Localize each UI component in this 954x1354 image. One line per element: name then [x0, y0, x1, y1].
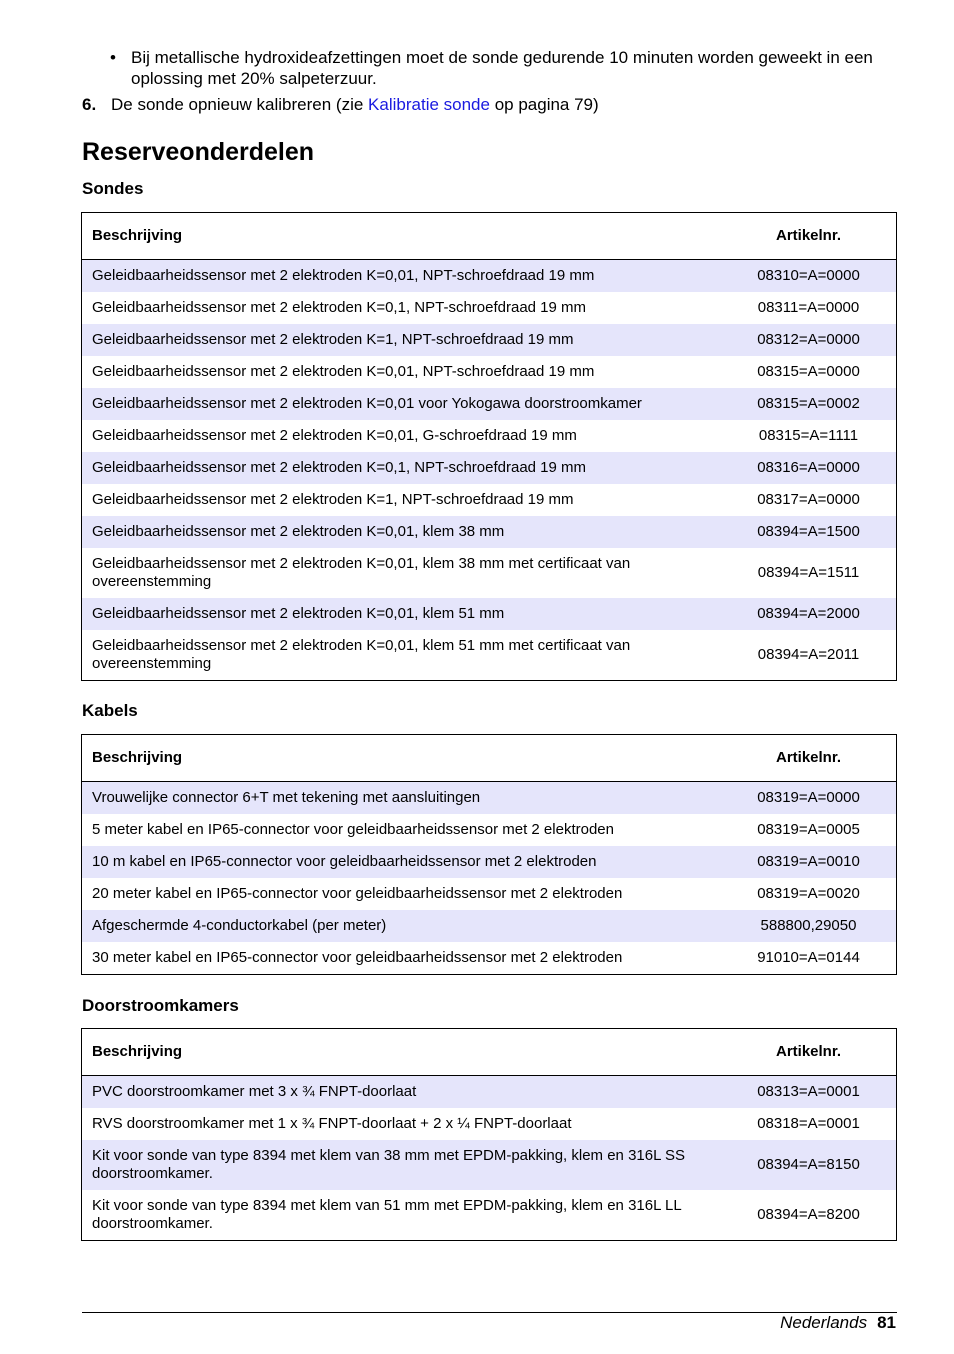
column-header-description: Beschrijving [82, 735, 722, 782]
table-row [82, 782, 897, 815]
row-description: Geleidbaarheidssensor met 2 elektroden K=0,01, klem 51 mm [82, 598, 722, 630]
row-description: Geleidbaarheidssensor met 2 elektroden K=0,01, NPT-schroefdraad 19 mm [92, 363, 595, 380]
row-article-number: 08311=A=0000 [757, 299, 860, 316]
table-row [82, 452, 897, 484]
row-description: Geleidbaarheidssensor met 2 elektroden K=0,01, klem 38 mm met certificaat van overeenstemming [92, 555, 631, 590]
table-row [82, 1140, 897, 1190]
procedure-step [82, 94, 902, 115]
bullet-item [110, 47, 900, 89]
subsection-title-doorstroomkamers: Doorstroomkamers [82, 996, 239, 1015]
row-description: Geleidbaarheidssensor met 2 elektroden K=0,01 voor Yokogawa doorstroomkamer [82, 388, 722, 420]
row-description: Geleidbaarheidssensor met 2 elektroden K=0,1, NPT-schroefdraad 19 mm [92, 299, 587, 316]
row-description: Vrouwelijke connector 6+T met tekening met aansluitingen [82, 782, 722, 815]
row-article-number: 08319=A=0005 [757, 821, 860, 838]
footer-language: Nederlands [780, 1313, 868, 1332]
table-kabels [81, 734, 897, 975]
step-text-after: op pagina 79) [489, 95, 599, 114]
row-description: PVC doorstroomkamer met 3 x ¾ FNPT-doorlaat [82, 1076, 722, 1109]
row-article-number: 08394=A=1500 [721, 516, 897, 548]
subsection-title-kabels: Kabels [82, 701, 138, 720]
table-row [82, 484, 897, 516]
table-row [82, 814, 897, 846]
row-article-number: 08394=A=2011 [757, 646, 860, 663]
row-description: 5 meter kabel en IP65-connector voor geleidbaarheidssensor met 2 elektroden [92, 821, 614, 838]
row-article-number: 08312=A=0000 [721, 324, 897, 356]
table-row [82, 942, 897, 975]
table-row [82, 878, 897, 910]
row-article-number: 08319=A=0010 [721, 846, 897, 878]
row-article-number: 08319=A=0020 [757, 885, 860, 902]
row-article-number: 08317=A=0000 [757, 491, 860, 508]
column-header-article: Artikelnr. [721, 1029, 897, 1076]
row-article-number: 08310=A=0000 [721, 260, 897, 293]
step-number: 6. [82, 95, 97, 114]
row-article-number: 08394=A=8150 [721, 1140, 897, 1190]
row-description: Geleidbaarheidssensor met 2 elektroden K=1, NPT-schroefdraad 19 mm [82, 324, 722, 356]
row-description: Kit voor sonde van type 8394 met klem van 51 mm met EPDM-pakking, klem en 316L LL doorstroomkamer. [92, 1197, 682, 1232]
table-row [82, 516, 897, 548]
calibration-link[interactable]: Kalibratie sonde [368, 95, 490, 114]
row-description: Geleidbaarheidssensor met 2 elektroden K=0,01, NPT-schroefdraad 19 mm [82, 260, 722, 293]
table-header-row [82, 213, 897, 260]
row-article-number: 08315=A=0002 [721, 388, 897, 420]
row-description: 20 meter kabel en IP65-connector voor geleidbaarheidssensor met 2 elektroden [92, 885, 623, 902]
table-header-row [82, 1029, 897, 1076]
column-header-description: Beschrijving [82, 1029, 722, 1076]
table-row [82, 260, 897, 293]
row-description: 30 meter kabel en IP65-connector voor geleidbaarheidssensor met 2 elektroden [92, 949, 623, 966]
column-header-article: Artikelnr. [721, 213, 897, 260]
table-row [82, 420, 897, 452]
page-footer [780, 1312, 896, 1333]
table-row [82, 598, 897, 630]
table-row [82, 630, 897, 681]
row-description: 10 m kabel en IP65-connector voor geleidbaarheidssensor met 2 elektroden [82, 846, 722, 878]
row-description: Geleidbaarheidssensor met 2 elektroden K=1, NPT-schroefdraad 19 mm [92, 491, 574, 508]
table-row [82, 324, 897, 356]
row-article-number: 08315=A=0000 [757, 363, 860, 380]
table-sondes [81, 212, 897, 681]
table-doorstroomkamers [81, 1028, 897, 1241]
table-row [82, 1108, 897, 1140]
row-article-number: 08394=A=8200 [757, 1206, 860, 1223]
footer-divider [82, 1312, 897, 1313]
row-article-number: 91010=A=0144 [757, 949, 860, 966]
row-article-number: 588800,29050 [721, 910, 897, 942]
row-article-number: 08313=A=0001 [721, 1076, 897, 1109]
row-description: Afgeschermde 4-conductorkabel (per meter) [82, 910, 722, 942]
bullet-symbol: • [110, 48, 116, 67]
row-description: Geleidbaarheidssensor met 2 elektroden K=0,01, klem 38 mm [82, 516, 722, 548]
table-header-row [82, 735, 897, 782]
table-row [82, 1076, 897, 1109]
column-header-article: Artikelnr. [721, 735, 897, 782]
step-text: De sonde opnieuw kalibreren (zie [111, 95, 369, 114]
column-header-description: Beschrijving [82, 213, 722, 260]
row-article-number: 08315=A=1111 [758, 427, 859, 444]
bullet-text: Bij metallische hydroxideafzettingen moet de sonde gedurende 10 minuten worden geweekt in een oplossing met 20% salpeterzuur. [131, 48, 873, 88]
row-description: Geleidbaarheidssensor met 2 elektroden K=0,01, klem 51 mm met certificaat van overeenstemming [92, 637, 631, 672]
row-description: Geleidbaarheidssensor met 2 elektroden K=0,1, NPT-schroefdraad 19 mm [82, 452, 722, 484]
row-article-number: 08319=A=0000 [721, 782, 897, 815]
table-row [82, 548, 897, 598]
row-article-number: 08316=A=0000 [721, 452, 897, 484]
table-row [82, 910, 897, 942]
subsection-title-sondes: Sondes [82, 179, 144, 198]
row-article-number: 08318=A=0001 [757, 1115, 860, 1132]
table-row [82, 1190, 897, 1241]
table-row [82, 388, 897, 420]
table-row [82, 356, 897, 388]
table-row [82, 292, 897, 324]
row-description: RVS doorstroomkamer met 1 x ¾ FNPT-doorlaat + 2 x ¼ FNPT-doorlaat [92, 1115, 572, 1132]
row-article-number: 08394=A=1511 [757, 564, 860, 581]
row-article-number: 08394=A=2000 [721, 598, 897, 630]
page-number: 81 [877, 1313, 896, 1332]
table-row [82, 846, 897, 878]
section-heading: Reserveonderdelen [82, 138, 315, 166]
row-description: Kit voor sonde van type 8394 met klem van 38 mm met EPDM-pakking, klem en 316L SS doorstroomkamer. [82, 1140, 722, 1190]
row-description: Geleidbaarheidssensor met 2 elektroden K=0,01, G-schroefdraad 19 mm [92, 427, 577, 444]
